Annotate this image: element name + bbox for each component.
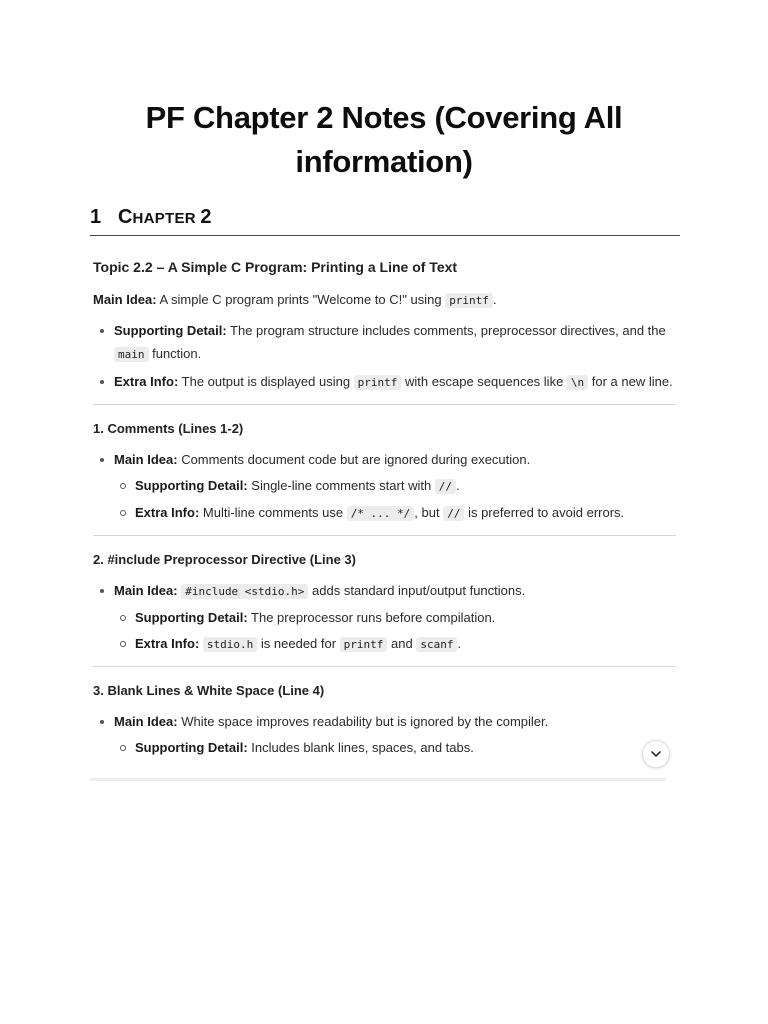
inline-code: #include <stdio.h> xyxy=(181,584,308,599)
inline-code: \n xyxy=(567,375,588,390)
inline-code: stdio.h xyxy=(203,637,257,652)
intro-bullets xyxy=(93,319,676,394)
section-title-initial: C xyxy=(118,206,133,228)
inline-code: printf xyxy=(445,293,493,308)
subsection-heading: 3. Blank Lines & White Space (Line 4) xyxy=(93,683,325,698)
nested-list xyxy=(93,736,676,759)
divider xyxy=(93,404,676,405)
subsection-list xyxy=(93,579,676,603)
subsection-heading: 2. #include Preprocessor Directive (Line 3) xyxy=(93,552,356,567)
list-item: Main Idea: White space improves readability but is ignored by the compiler. xyxy=(93,710,676,733)
divider xyxy=(93,535,676,536)
inline-code: printf xyxy=(340,637,388,652)
nested-list xyxy=(93,606,676,656)
section-heading xyxy=(90,206,680,236)
list-item: Main Idea: #include <stdio.h> adds standard input/output functions. xyxy=(93,579,676,603)
scroll-down-button[interactable] xyxy=(642,740,670,768)
inline-code: // xyxy=(443,506,464,521)
list-item: Extra Info: stdio.h is needed for printf and scanf . xyxy=(93,632,676,656)
topic-heading: Topic 2.2 – A Simple C Program: Printing a Line of Text xyxy=(93,259,458,275)
label: Main Idea: xyxy=(93,292,157,307)
subsection-list xyxy=(93,710,676,733)
divider xyxy=(93,666,676,667)
section-title-number: 2 xyxy=(200,206,212,228)
list-item: Extra Info: The output is displayed using printf with escape sequences like \n for a new line. xyxy=(93,370,676,394)
document-title: PF Chapter 2 Notes (Covering All information) xyxy=(145,100,623,179)
subsection-heading: 1. Comments (Lines 1-2) xyxy=(93,421,244,436)
subsection-list xyxy=(93,448,676,471)
list-item: Supporting Detail: Single-line comments start with // . xyxy=(93,474,676,498)
chevron-down-icon xyxy=(650,748,662,760)
list-item: Extra Info: Multi-line comments use /* ... */ , but // is preferred to avoid errors. xyxy=(93,501,676,525)
inline-code: /* ... */ xyxy=(347,506,415,521)
main-idea-paragraph: Main Idea: A simple C program prints "Welcome to C!" using printf . xyxy=(93,292,497,307)
section-number: 1 xyxy=(90,206,102,228)
inline-code: // xyxy=(435,479,456,494)
list-item: Main Idea: Comments document code but are ignored during execution. xyxy=(93,448,676,471)
nested-list xyxy=(93,474,676,525)
list-item: Supporting Detail: The program structure includes comments, preprocessor directives, and the main function. xyxy=(93,319,676,366)
list-item: Supporting Detail: The preprocessor runs before compilation. xyxy=(93,606,676,629)
section-title-rest: HAPTER xyxy=(132,210,196,227)
embedded-screenshot xyxy=(90,248,680,788)
list-item: Supporting Detail: Includes blank lines, spaces, and tabs. xyxy=(93,736,676,759)
screenshot-bottom-edge xyxy=(90,778,666,781)
inline-code: printf xyxy=(354,375,402,390)
inline-code: main xyxy=(114,347,149,362)
inline-code: scanf xyxy=(416,637,457,652)
